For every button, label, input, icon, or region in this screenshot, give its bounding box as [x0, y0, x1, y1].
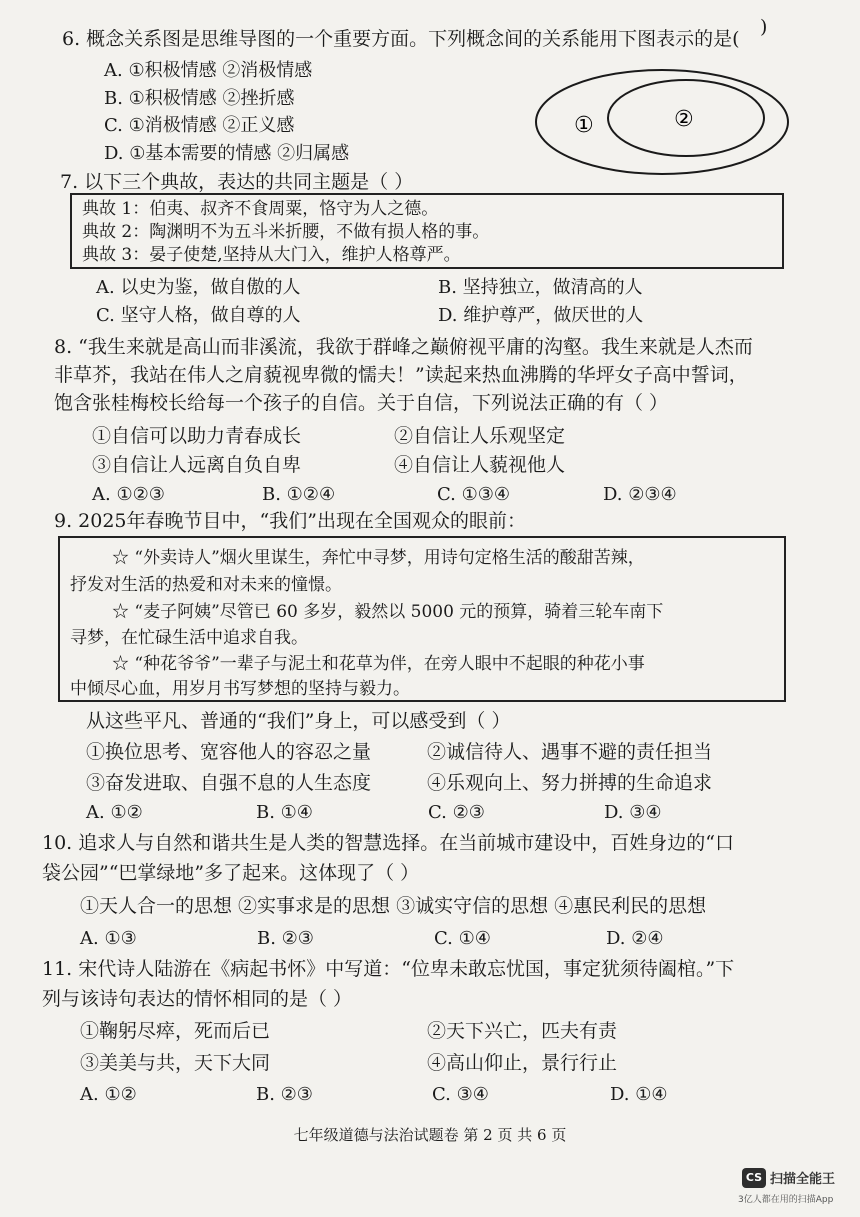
q8-stem-line-3: 饱含张桂梅校长给每一个孩子的自信。关于自信，下列说法正确的有（ ） [54, 392, 669, 414]
q8-stem-line-1: 8. “我生来就是高山而非溪流，我欲于群峰之巅俯视平庸的沟壑。我生来就是人杰而 [54, 336, 753, 358]
q8-item-3: ③自信让人远离自负自卑 [92, 454, 302, 476]
q9-story-2a: ☆ “麦子阿姨”尽管已 60 多岁，毅然以 5000 元的预算，骑着三轮车南下 [112, 602, 664, 622]
q11-option-c: C. ③④ [432, 1084, 489, 1105]
q6-option-d: D. ①基本需要的情感 ②归属感 [104, 143, 350, 164]
q9-item-3: ③奋发进取、自强不息的人生态度 [86, 772, 372, 794]
q7-option-d: D. 维护尊严，做厌世的人 [438, 305, 644, 326]
q8-stem-line-2: 非草芥，我站在伟人之肩藐视卑微的懦夫！”读起来热血沸腾的华坪女子高中誓词， [54, 364, 748, 386]
q11-option-b: B. ②③ [256, 1084, 313, 1105]
q8-option-a: A. ①②③ [92, 484, 165, 505]
q9-option-a: A. ①② [86, 802, 143, 823]
q9-item-2: ②诚信待人、遇事不避的责任担当 [427, 741, 713, 763]
q7-allusion-1: 典故 1：伯夷、叔齐不食周粟，恪守为人之德。 [82, 199, 439, 219]
q9-stem: 9. 2025年春晚节目中，“我们”出现在全国观众的眼前： [54, 510, 526, 532]
q7-option-a: A. 以史为鉴，做自傲的人 [96, 277, 301, 298]
q6-option-c: C. ①消极情感 ②正义感 [104, 115, 295, 136]
q9-item-1: ①换位思考、宽容他人的容忍之量 [86, 741, 372, 763]
q7-option-b: B. 坚持独立，做清高的人 [438, 277, 643, 298]
q11-option-d: D. ①④ [610, 1084, 668, 1105]
q9-story-3b: 中倾尽心血，用岁月书写梦想的坚持与毅力。 [70, 679, 410, 699]
q9-story-1b: 抒发对生活的热爱和对未来的憧憬。 [70, 575, 342, 595]
q11-item-4: ④高山仰止，景行行止 [427, 1052, 618, 1074]
q6-option-b: B. ①积极情感 ②挫折感 [104, 88, 295, 109]
q7-allusion-3: 典故 3：晏子使楚,坚持从大门入，维护人格尊严。 [82, 245, 461, 265]
page-footer: 七年级道德与法治试题卷 第 2 页 共 6 页 [293, 1126, 567, 1144]
q10-option-a: A. ①③ [80, 928, 137, 949]
q7-allusion-box [70, 193, 784, 269]
q6-stem: 6. 概念关系图是思维导图的一个重要方面。下列概念间的关系能用下图表示的是( [62, 28, 740, 50]
q11-stem-line-2: 列与该诗句表达的情怀相同的是（ ） [42, 988, 353, 1010]
q9-question: 从这些平凡、普通的“我们”身上，可以感受到（ ） [86, 710, 511, 732]
q6-option-a: A. ①积极情感 ②消极情感 [104, 60, 313, 81]
q7-allusion-2: 典故 2：陶渊明不为五斗米折腰，不做有损人格的事。 [82, 222, 490, 242]
q9-option-b: B. ①④ [256, 802, 313, 823]
q9-story-2b: 寻梦，在忙碌生活中追求自我。 [70, 628, 308, 648]
q10-stem-line-1: 10. 追求人与自然和谐共生是人类的智慧选择。在当前城市建设中，百姓身边的“口 [42, 832, 734, 854]
q9-option-c: C. ②③ [428, 802, 485, 823]
scanner-logo-icon: CS [742, 1168, 766, 1188]
q11-item-3: ③美美与共，天下大同 [80, 1052, 271, 1074]
q8-option-b: B. ①②④ [262, 484, 336, 505]
q10-option-d: D. ②④ [606, 928, 664, 949]
q11-stem-line-1: 11. 宋代诗人陆游在《病起书怀》中写道：“位卑未敢忘忧国，事定犹须待阖棺。”下 [42, 958, 735, 980]
q9-story-3a: ☆ “种花爷爷”一辈子与泥土和花草为伴，在旁人眼中不起眼的种花小事 [112, 654, 645, 674]
q9-option-d: D. ③④ [604, 802, 662, 823]
q8-option-c: C. ①③④ [437, 484, 510, 505]
outer-circle-label: ① [574, 113, 594, 138]
q8-item-4: ④自信让人藐视他人 [394, 454, 566, 476]
q9-story-box [58, 536, 786, 702]
q7-option-c: C. 坚守人格，做自尊的人 [96, 305, 301, 326]
inner-circle-label: ② [674, 107, 694, 132]
q6-close-paren: ) [760, 16, 768, 38]
q10-stem-line-2: 袋公园”“巴掌绿地”多了起来。这体现了（ ） [42, 862, 420, 884]
q8-item-1: ①自信可以助力青春成长 [92, 425, 302, 447]
q9-item-4: ④乐观向上、努力拼搏的生命追求 [427, 772, 713, 794]
scanner-tagline: 3亿人都在用的扫描App [738, 1195, 834, 1205]
q10-items: ①天人合一的思想 ②实事求是的思想 ③诚实守信的思想 ④惠民利民的思想 [80, 895, 707, 917]
q7-stem: 7. 以下三个典故，表达的共同主题是（ ） [60, 171, 414, 193]
q8-item-2: ②自信让人乐观坚定 [394, 425, 566, 447]
q11-option-a: A. ①② [80, 1084, 137, 1105]
q8-option-d: D. ②③④ [603, 484, 677, 505]
q10-option-c: C. ①④ [434, 928, 491, 949]
q10-option-b: B. ②③ [257, 928, 314, 949]
concept-relation-diagram [532, 66, 794, 178]
q11-item-1: ①鞠躬尽瘁，死而后已 [80, 1020, 271, 1042]
q11-item-2: ②天下兴亡，匹夫有责 [427, 1020, 618, 1042]
scanner-brand: 扫描全能王 [770, 1172, 836, 1187]
q9-story-1a: ☆ “外卖诗人”烟火里谋生，奔忙中寻梦，用诗句定格生活的酸甜苦辣， [112, 548, 645, 568]
